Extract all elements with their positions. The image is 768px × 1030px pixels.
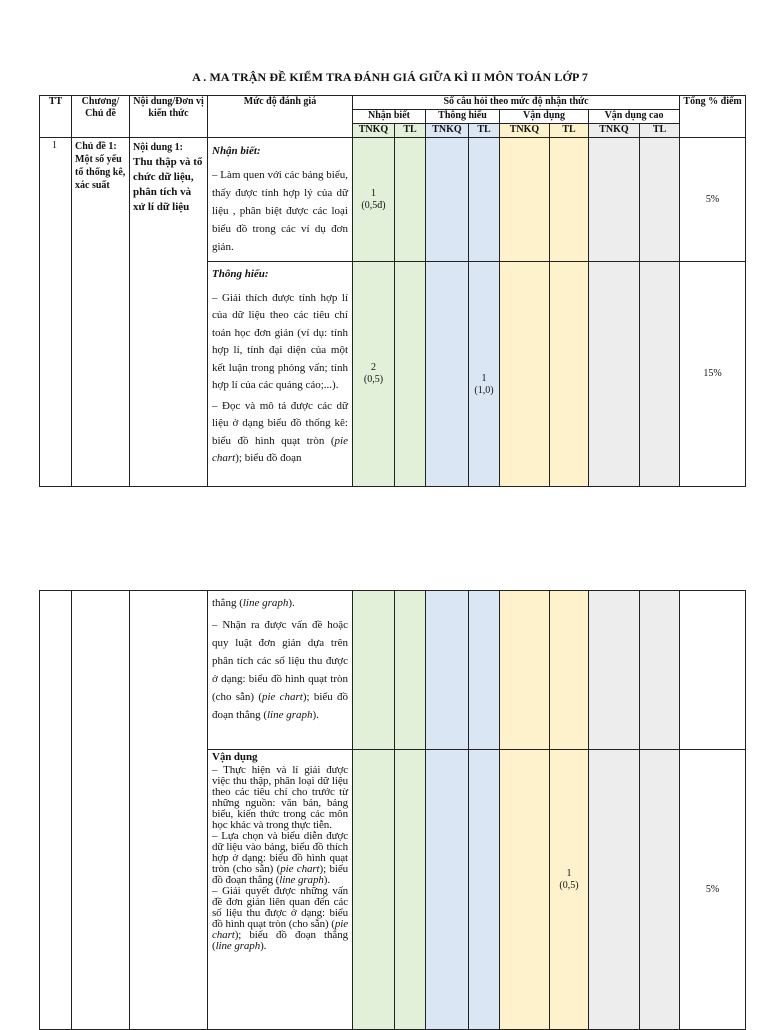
header-level-thong-hieu: Thông hiểu (426, 110, 500, 124)
cell-empty (550, 138, 589, 262)
cell-tong: 15% (680, 262, 746, 487)
table-row (40, 138, 746, 262)
cell-empty (640, 750, 680, 1030)
noi-dung-text: Thu thập và tổ chức dữ liệu, phân tích và xử lí dữ liệu (133, 156, 203, 213)
desc-text: – Làm quen với các bảng biểu, thấy được tính hợp lý của dữ liệu , phân biệt được các loại biểu đồ trong các ví dụ đơn giản. (212, 169, 348, 253)
cell-empty (469, 591, 500, 750)
row-tt: 1 (40, 138, 72, 487)
header-chuong: Chương/ Chủ đề (72, 96, 130, 138)
cell-count: 2 (371, 362, 376, 373)
desc-heading: Nhận biết: (212, 145, 261, 157)
desc-text: – Giải thích được tính hợp lí của dữ liệu theo các tiêu chí toán học đơn giản (ví dụ: tính hợp lí, tính đại diện của một kết luận trong phỏng vấn; tính hợp lí của các quảng cáo;...). (212, 291, 348, 391)
header-sub: TNKQ (500, 124, 550, 138)
desc-thong-hieu (208, 262, 353, 487)
cell-empty (426, 750, 469, 1030)
header-so-cau: Số câu hỏi theo mức độ nhận thức (353, 96, 680, 110)
header-tong: Tổng % điểm (680, 96, 746, 138)
cell-empty (426, 138, 469, 262)
cell-empty (40, 591, 72, 1030)
desc-heading: Thông hiểu: (212, 268, 269, 280)
cell-empty (395, 138, 426, 262)
cell-empty (500, 591, 550, 750)
desc-text: – Lựa chọn và biểu diễn được dữ liệu vào bảng, biểu đồ thích hợp ở dạng: biểu đồ hình quạt tròn (cho sẵn) (pie chart); biểu đồ đoạn thẳng (line graph). (212, 830, 348, 886)
cell-count: 1 (566, 867, 572, 879)
cell-vd-tl (550, 750, 589, 1030)
cell-empty (353, 750, 395, 1030)
header-sub: TL (550, 124, 589, 138)
table-row (40, 591, 746, 750)
cell-empty (500, 750, 550, 1030)
cell-empty (500, 262, 550, 487)
header-noi-dung: Nội dung/Đơn vị kiến thức (130, 96, 208, 138)
cell-empty (589, 591, 640, 750)
matrix-table-part2 (39, 590, 746, 1030)
cell-th-nb-tnkq (353, 262, 395, 487)
cell-count: 1 (481, 373, 487, 384)
cell-empty (500, 138, 550, 262)
desc-heading: Vận dụng (212, 751, 258, 763)
cell-empty (469, 138, 500, 262)
cell-tong: 5% (680, 138, 746, 262)
cell-empty (550, 591, 589, 750)
cell-empty (426, 262, 469, 487)
cell-points: (0,5) (363, 374, 384, 385)
page-title: A . MA TRẬN ĐỀ KIỂM TRA ĐÁNH GIÁ GIỮA KÌ II MÔN TOÁN LỚP 7 (192, 70, 588, 84)
desc-text: – Giải quyết được những vấn đề đơn giản liên quan đến các số liệu thu được ở dạng: biểu đồ hình quạt tròn (cho sẵn) (pie chart); biểu đồ đoạn thẳng (line graph). (212, 885, 348, 952)
cell-empty (395, 591, 426, 750)
cell-points: (1,0) (474, 385, 494, 396)
header-level-van-dung: Vận dụng (500, 110, 589, 124)
cell-th-tl (469, 262, 500, 487)
cell-empty (640, 138, 680, 262)
desc-van-dung (208, 750, 353, 1030)
desc-text: – Thực hiện và lí giải được việc thu thập, phân loại dữ liệu theo các tiêu chí cho trước từ những nguồn: văn bản, bảng biểu, kiến thức trong các môn học khác và trong thực tiễn. (212, 764, 348, 831)
desc-text: – Đọc và mô tả được các dữ liệu ở dạng biểu đồ thống kê: biểu đồ hình quạt tròn (pie chart); biểu đồ đoạn (212, 399, 348, 464)
header-tt: TT (40, 96, 72, 138)
cell-points: (0,5) (559, 879, 579, 891)
header-sub: TL (469, 124, 500, 138)
header-sub: TL (395, 124, 426, 138)
cell-empty (589, 138, 640, 262)
cell-empty (640, 262, 680, 487)
cell-count: 1 (371, 187, 376, 199)
row-chuong: Chủ đề 1: Một số yếu tố thống kê, xác suất (72, 138, 130, 487)
cell-empty (130, 591, 208, 1030)
cell-empty (589, 262, 640, 487)
cell-empty (353, 591, 395, 750)
cell-empty (680, 591, 746, 750)
desc-nhan-biet (208, 138, 353, 262)
header-sub: TNKQ (353, 124, 395, 138)
row-noi-dung (130, 138, 208, 487)
cell-empty (426, 591, 469, 750)
cell-empty (640, 591, 680, 750)
desc-text: thẳng (line graph). (212, 597, 295, 609)
header-level-van-dung-cao: Vận dụng cao (589, 110, 680, 124)
cell-empty (589, 750, 640, 1030)
noi-dung-label: Nội dung 1: (133, 142, 184, 153)
cell-tong: 5% (680, 750, 746, 1030)
cell-empty (395, 262, 426, 487)
cell-empty (550, 262, 589, 487)
header-level-nhan-biet: Nhận biết (353, 110, 426, 124)
cell-empty (395, 750, 426, 1030)
cell-empty (72, 591, 130, 1030)
header-sub: TNKQ (589, 124, 640, 138)
cell-nb-tnkq (353, 138, 395, 262)
desc-thong-hieu-cont (208, 591, 353, 750)
matrix-table-part1 (39, 95, 746, 487)
cell-points: (0,5đ) (361, 199, 386, 211)
header-sub: TL (640, 124, 680, 138)
cell-empty (469, 750, 500, 1030)
desc-text: – Nhận ra được vấn đề hoặc quy luật đơn giản dựa trên phân tích các số liệu thu được ở dạng: biểu đồ hình quạt tròn (cho sẵn) (pie chart); biểu đồ đoạn thẳng (line graph). (212, 619, 348, 721)
header-sub: TNKQ (426, 124, 469, 138)
header-muc-do: Mức độ đánh giá (208, 96, 353, 138)
